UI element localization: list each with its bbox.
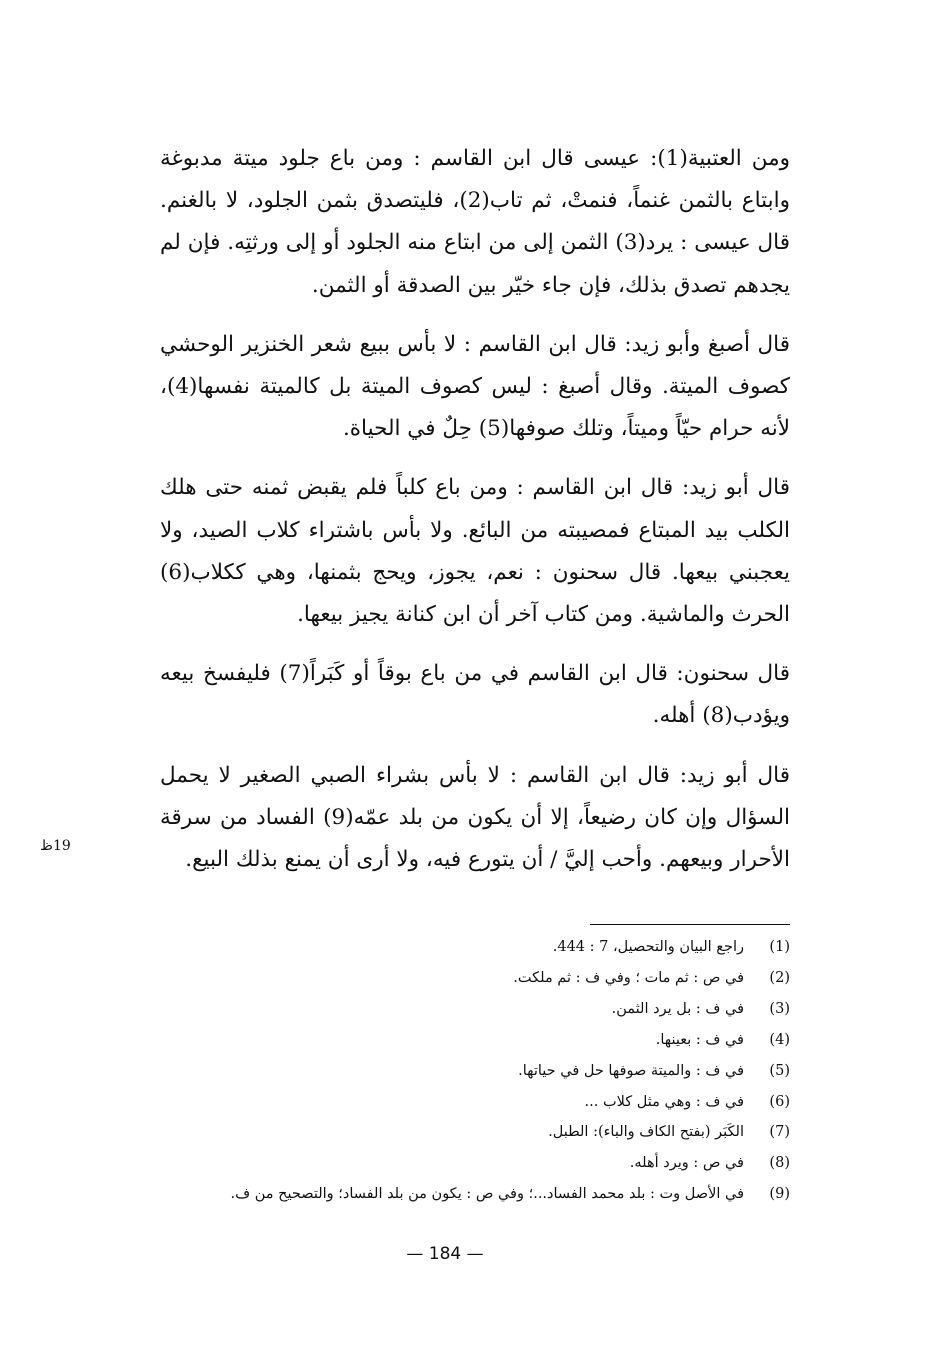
footnote-item [110,1087,790,1118]
footnotes [110,932,790,1210]
main-text [160,138,790,898]
footnote-item [110,1056,790,1087]
footnote-separator [590,924,790,925]
footnote-item [110,1117,790,1148]
paragraph-4: قال سحنون: قال ابن القاسم في من باع بوقاً أو كَبَراً(7) فليفسخ بيعه ويؤدب(8) أهله. [160,661,790,729]
paragraph-3: قال أبو زيد: قال ابن القاسم : ومن باع كلباً فلم يقبض ثمنه حتى هلك الكلب بيد المبتاع فمصيبته من البائع. ولا بأس باشتراء كلاب الصيد، ولا يعجبني بيعها. قال سحنون : نعم، يجوز، ويحج بثمنها، وهي ككلاب(6) الحرث والماشية. ومن كتاب آخر أن ابن كنانة يجيز بيعها. [160,475,790,628]
footnote-number: (5) [769,1062,790,1079]
footnote-item [110,1179,790,1210]
footnote-text: في ص : ثم مات ؛ وفي ف : ثم ملكت. [513,969,744,986]
paragraph-2: قال أصبغ وأبو زيد: قال ابن القاسم : لا بأس ببيع شعر الخنزير الوحشي كصوف الميتة. وقال أصبغ : ليس كصوف الميتة بل كالميتة نفسها(4)، لأنه حرام حيّاً وميتاً، وتلك صوفها(5) حِلٌ في الحياة. [160,331,790,442]
folio-margin-note: 19ظ [40,838,71,854]
paragraph-1: ومن العتبية(1): عيسى قال ابن القاسم : ومن باع جلود ميتة مدبوغة وابتاع بالثمن غنماً، فنمتْ، ثم تاب(2)، فليتصدق بثمن الجلود، لا بالغنم. قال عيسى : يرد(3) الثمن إلى من ابتاع منه الجلود أو إلى ورثتِه. فإن لم يجدهم تصدق بذلك، فإن جاء خيّر بين الصدقة أو الثمن. [160,146,791,298]
footnote-item [110,994,790,1025]
footnote-text: في ف : بل يرد الثمن. [611,1000,744,1017]
footnote-number: (3) [769,1000,790,1017]
footnote-item [110,1025,790,1056]
footnote-number: (7) [769,1124,790,1141]
footnote-item [110,1148,790,1179]
footnote-text: في الأصل وت : بلد محمد الفساد...؛ وفي ص : يكون من بلد الفساد؛ والتصحيح من ف. [230,1186,744,1203]
footnote-text: في ف : والميتة صوفها حل في حياتها. [518,1062,744,1079]
footnote-text: الكَبَر (بفتح الكاف والباء): الطبل. [548,1124,744,1141]
footnote-text: راجع البيان والتحصيل، 7 : 444. [552,939,744,955]
footnote-item [110,932,790,963]
footnote-text: في ص : ويرد أهله. [629,1155,744,1172]
paragraph-5: قال أبو زيد: قال ابن القاسم : لا بأس بشراء الصبي الصغير لا يحمل السؤال وإن كان رضيعاً، إلا أن يكون من بلد عمّه(9) الفساد من سرقة الأحرار وبيعهم. وأحب إليَّ / أن يتورع فيه، ولا أرى أن يمنع بذلك البيع. [160,762,790,873]
footnote-number: (1) [769,939,790,955]
footnote-item [110,963,790,994]
footnote-text: في ف : بعينها. [655,1031,744,1048]
footnote-number: (8) [769,1155,790,1172]
footnote-number: (4) [769,1031,790,1048]
footnote-number: (9) [769,1186,790,1203]
page-number: — 184 — [406,1244,484,1264]
footnote-number: (6) [769,1093,790,1110]
footnote-text: في ف : وهي مثل كلاب ... [584,1093,744,1110]
footnote-number: (2) [769,969,790,986]
